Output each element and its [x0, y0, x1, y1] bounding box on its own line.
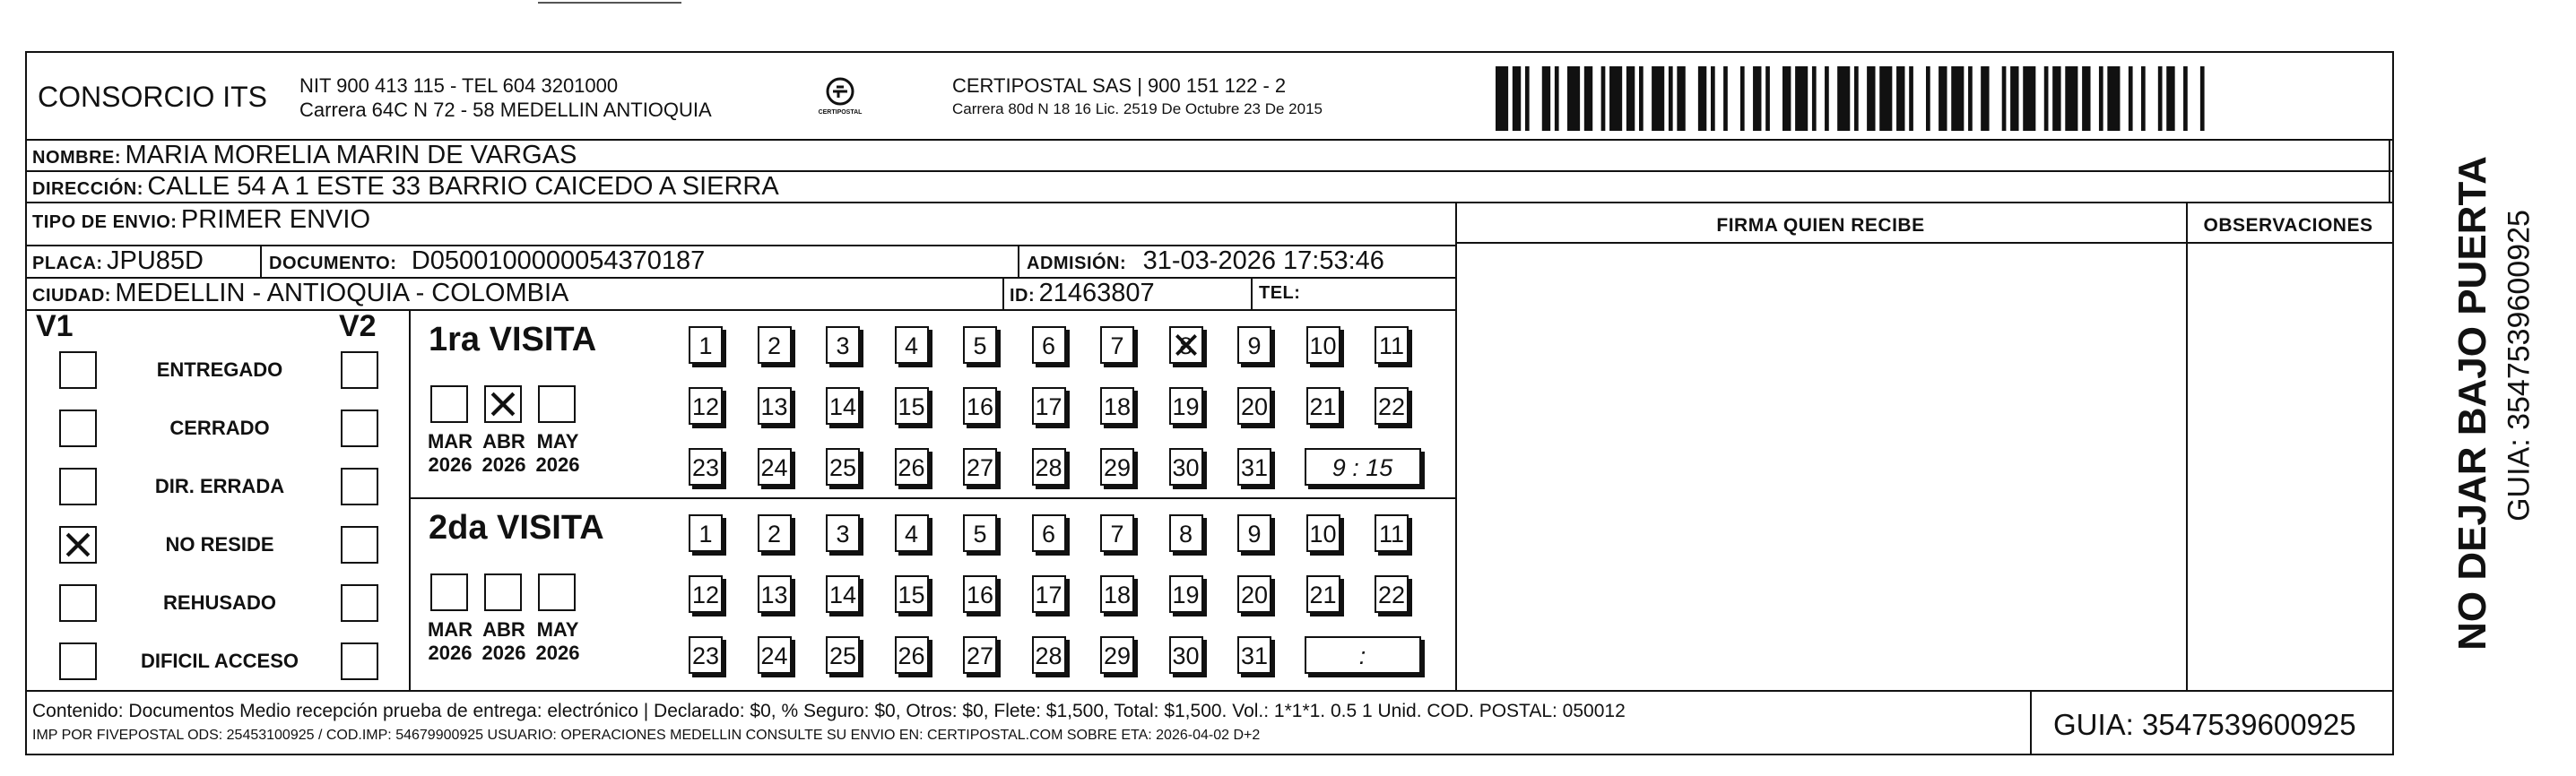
time-box[interactable]: 9 : 15	[1305, 448, 1421, 486]
placa-value: JPU85D	[107, 246, 204, 275]
day-number: 3	[836, 521, 850, 548]
day-number: 31	[1240, 642, 1269, 669]
month-name: MAY	[536, 618, 579, 641]
day-number: 27	[966, 454, 994, 481]
day-number: 2	[767, 521, 782, 548]
day-box[interactable]	[1237, 326, 1271, 364]
status-label: REHUSADO	[163, 591, 276, 614]
day-box[interactable]	[963, 514, 997, 552]
day-box[interactable]	[1032, 387, 1066, 425]
month-label	[477, 430, 531, 477]
tel-label: TEL:	[1259, 283, 1301, 303]
day-box[interactable]	[1169, 326, 1203, 364]
admision-divider	[1018, 245, 1019, 277]
day-number: 24	[760, 454, 788, 481]
status-label: DIR. ERRADA	[154, 475, 285, 497]
v1-checkbox[interactable]	[59, 468, 97, 505]
day-box[interactable]	[895, 575, 929, 613]
day-number: 21	[1309, 393, 1337, 420]
visit-title: 1ra VISITA	[429, 321, 597, 358]
month-checkbox[interactable]	[430, 573, 468, 611]
v1-checkbox[interactable]	[59, 642, 97, 680]
day-box[interactable]	[689, 514, 723, 552]
day-number: 12	[691, 582, 720, 608]
day-box[interactable]	[1169, 514, 1203, 552]
day-number: 12	[691, 393, 720, 420]
month-checkbox[interactable]	[430, 385, 468, 423]
day-number: 13	[760, 582, 788, 608]
month-name: MAR	[427, 618, 473, 641]
day-box[interactable]	[1032, 448, 1066, 486]
day-box[interactable]	[963, 448, 997, 486]
day-box[interactable]	[963, 326, 997, 364]
month-label	[531, 618, 585, 665]
id-label: ID:	[1010, 286, 1036, 306]
day-number: 30	[1172, 642, 1200, 669]
day-box[interactable]	[826, 514, 860, 552]
day-box[interactable]	[758, 387, 792, 425]
day-number: 9	[1247, 332, 1262, 359]
day-box[interactable]	[1032, 514, 1066, 552]
top-edge-line	[538, 2, 681, 4]
direccion-value: CALLE 54 A 1 ESTE 33 BARRIO CAICEDO A SIERRA	[147, 172, 779, 201]
id-row	[1010, 279, 1155, 308]
v2-checkbox[interactable]	[341, 584, 378, 622]
day-number: 20	[1240, 582, 1269, 608]
x-mark-icon	[486, 387, 520, 421]
day-number: 3	[836, 332, 850, 359]
status-label: DIFICIL ACCESO	[140, 650, 299, 672]
month-checkbox[interactable]	[484, 385, 522, 423]
observaciones-header: OBSERVACIONES	[2203, 215, 2373, 236]
day-box[interactable]	[758, 575, 792, 613]
day-box[interactable]	[1306, 514, 1340, 552]
footer-contenido: Contenido: Documentos Medio recepción prueba de entrega: electrónico | Declarado: $0, % Seguro: $0, Otros: $0, Flete: $1,500, Total: $1,500. Vol.: 1*1*1. 0.5 1 Unid. COD. POSTAL: 050012	[32, 701, 1626, 721]
id-value: 21463807	[1038, 279, 1155, 307]
day-box[interactable]	[1237, 636, 1271, 674]
day-number: 19	[1172, 582, 1200, 608]
day-number: 13	[760, 393, 788, 420]
ciudad-row	[32, 279, 568, 308]
month-label	[423, 430, 477, 477]
month-year: 2026	[481, 642, 526, 664]
day-box[interactable]	[1375, 387, 1409, 425]
day-number: 25	[828, 454, 857, 481]
company-name: CONSORCIO ITS	[38, 81, 268, 113]
company-nit: NIT 900 413 115 - TEL 604 3201000	[299, 74, 619, 97]
day-number: 26	[898, 454, 925, 481]
day-box[interactable]	[1169, 575, 1203, 613]
month-label	[423, 618, 477, 665]
day-number: 10	[1309, 332, 1337, 359]
day-number: 19	[1172, 393, 1200, 420]
day-number: 18	[1103, 393, 1132, 420]
day-box[interactable]	[895, 514, 929, 552]
visit-divider	[409, 497, 1455, 499]
day-number: 16	[966, 582, 994, 608]
status-visits-divider	[409, 309, 411, 690]
v2-checkbox[interactable]	[341, 410, 378, 447]
day-box[interactable]	[758, 636, 792, 674]
day-number: 17	[1035, 393, 1062, 420]
certipostal-info: CERTIPOSTAL SAS | 900 151 122 - 2	[952, 74, 1287, 97]
day-number: 23	[691, 454, 720, 481]
footer-divider	[25, 690, 2394, 692]
day-box[interactable]	[895, 326, 929, 364]
ciudad-label: CIUDAD:	[32, 286, 111, 306]
day-box[interactable]	[1100, 448, 1134, 486]
day-box[interactable]	[895, 636, 929, 674]
status-label: ENTREGADO	[156, 358, 283, 381]
day-number: 20	[1240, 393, 1269, 420]
day-number: 16	[966, 393, 994, 420]
day-box[interactable]	[895, 387, 929, 425]
firma-header: FIRMA QUIEN RECIBE	[1716, 215, 1925, 236]
day-box[interactable]	[1375, 514, 1409, 552]
day-box[interactable]	[689, 636, 723, 674]
day-box[interactable]	[689, 575, 723, 613]
day-box[interactable]	[1237, 448, 1271, 486]
v2-label: V2	[339, 309, 377, 343]
firma-column-line	[1455, 202, 1457, 690]
documento-row	[269, 246, 705, 276]
month-name: ABR	[482, 618, 525, 641]
day-number: 28	[1035, 642, 1062, 669]
nombre-value: MARIA MORELIA MARIN DE VARGAS	[125, 141, 577, 169]
day-number: 15	[898, 393, 925, 420]
nombre-label: NOMBRE:	[32, 148, 122, 168]
day-box[interactable]	[1032, 326, 1066, 364]
certipostal-logo-caption: CERTIPOSTAL	[818, 109, 863, 116]
footer-guia: GUIA: 3547539600925	[2053, 708, 2356, 741]
day-box[interactable]	[1375, 575, 1409, 613]
day-number: 9	[1247, 521, 1262, 548]
month-label	[531, 430, 585, 477]
certipostal-address: Carrera 80d N 18 16 Lic. 2519 De Octubre 23 De 2015	[952, 100, 1323, 117]
month-checkbox[interactable]	[538, 573, 576, 611]
month-label	[477, 618, 531, 665]
day-number: 10	[1309, 521, 1337, 548]
day-number: 27	[966, 642, 994, 669]
ciudad-value: MEDELLIN - ANTIOQUIA - COLOMBIA	[115, 279, 569, 307]
month-year: 2026	[535, 642, 580, 664]
row-divider	[25, 202, 2394, 203]
day-box[interactable]	[826, 448, 860, 486]
day-box[interactable]	[963, 575, 997, 613]
day-box[interactable]	[689, 448, 723, 486]
day-number: 22	[1377, 582, 1406, 608]
day-number: 4	[904, 521, 919, 548]
day-number: 7	[1110, 521, 1124, 548]
day-number: 6	[1041, 521, 1056, 548]
day-box[interactable]	[1100, 636, 1134, 674]
day-box[interactable]	[1237, 575, 1271, 613]
day-number: 25	[828, 642, 857, 669]
day-box[interactable]	[826, 326, 860, 364]
documento-label: DOCUMENTO:	[269, 254, 397, 273]
day-box[interactable]	[1100, 326, 1134, 364]
admision-label: ADMISIÓN:	[1027, 254, 1127, 273]
day-number: 24	[760, 642, 788, 669]
day-box[interactable]	[758, 448, 792, 486]
month-year: 2026	[481, 453, 526, 476]
day-number: 30	[1172, 454, 1200, 481]
nombre-row	[32, 141, 577, 170]
v2-checkbox[interactable]	[341, 526, 378, 564]
month-year: 2026	[535, 453, 580, 476]
documento-value: D0500100000054370187	[411, 246, 706, 275]
admision-row	[1027, 246, 1384, 276]
v1-checkbox[interactable]	[59, 351, 97, 389]
day-number: 14	[828, 582, 857, 608]
day-number: 5	[973, 332, 987, 359]
footer-imp: IMP POR FIVEPOSTAL ODS: 25453100925 / COD.IMP: 54679900925 USUARIO: OPERACIONES MEDELLIN CONSULTE SU ENVIO EN: CERTIPOSTAL.COM SOBRE ETA: 2026-04-02 D+2	[32, 728, 1261, 743]
tipo-row	[32, 205, 370, 235]
direccion-row	[32, 172, 779, 202]
no-dejar-bajo-puerta: NO DEJAR BAJO PUERTA	[2450, 156, 2494, 651]
day-box[interactable]	[1100, 387, 1134, 425]
day-box[interactable]	[1237, 514, 1271, 552]
day-number: 21	[1309, 582, 1337, 608]
side-guia: GUIA: 3547539600925	[2502, 210, 2537, 522]
day-box[interactable]	[1306, 326, 1340, 364]
tipo-label: TIPO DE ENVIO:	[32, 212, 178, 232]
x-mark-icon	[61, 528, 95, 562]
id-divider	[1002, 277, 1004, 309]
v1-checkbox[interactable]	[59, 526, 97, 564]
day-number: 17	[1035, 582, 1062, 608]
tel-row	[1259, 283, 1300, 304]
v1-label: V1	[36, 309, 74, 343]
day-number: 11	[1378, 521, 1405, 548]
day-box[interactable]	[1169, 636, 1203, 674]
right-edge-line	[2389, 139, 2390, 202]
day-number: 7	[1110, 332, 1124, 359]
day-number: 29	[1103, 454, 1132, 481]
v2-checkbox[interactable]	[341, 642, 378, 680]
day-box[interactable]	[963, 387, 997, 425]
day-box[interactable]	[1100, 575, 1134, 613]
day-box[interactable]	[1237, 387, 1271, 425]
tel-divider	[1251, 277, 1253, 309]
day-number: 28	[1035, 454, 1062, 481]
footer-guia-divider	[2030, 690, 2032, 755]
v1-checkbox[interactable]	[59, 410, 97, 447]
placa-row	[32, 246, 204, 276]
tipo-value: PRIMER ENVIO	[180, 205, 371, 234]
day-number: 1	[698, 521, 713, 548]
month-checkbox[interactable]	[484, 573, 522, 611]
day-number: 1	[698, 332, 713, 359]
day-number: 6	[1041, 332, 1056, 359]
month-name: MAY	[536, 430, 579, 453]
month-name: ABR	[482, 430, 525, 453]
month-checkbox[interactable]	[538, 385, 576, 423]
day-box[interactable]	[1032, 636, 1066, 674]
day-box[interactable]	[1306, 387, 1340, 425]
day-number: 8	[1178, 332, 1193, 359]
visit-title: 2da VISITA	[429, 509, 604, 547]
day-box[interactable]	[758, 514, 792, 552]
day-number: 14	[828, 393, 857, 420]
day-number: 5	[973, 521, 987, 548]
month-name: MAR	[427, 430, 473, 453]
day-box[interactable]	[1375, 326, 1409, 364]
month-year: 2026	[428, 453, 473, 476]
day-number: 18	[1103, 582, 1132, 608]
day-number: 22	[1377, 393, 1406, 420]
v2-checkbox[interactable]	[341, 468, 378, 505]
day-number: 31	[1240, 454, 1269, 481]
day-box[interactable]	[826, 387, 860, 425]
day-number: 2	[767, 332, 782, 359]
day-box[interactable]	[689, 326, 723, 364]
day-number: 29	[1103, 642, 1132, 669]
status-label: NO RESIDE	[165, 533, 274, 556]
placa-divider	[260, 245, 262, 277]
row-divider	[25, 309, 1455, 311]
day-box[interactable]	[826, 575, 860, 613]
day-box[interactable]	[1169, 387, 1203, 425]
v2-checkbox[interactable]	[341, 351, 378, 389]
day-box[interactable]	[1169, 448, 1203, 486]
v1-checkbox[interactable]	[59, 584, 97, 622]
day-number: 15	[898, 582, 925, 608]
day-box[interactable]	[689, 387, 723, 425]
placa-label: PLACA:	[32, 254, 103, 273]
day-number: 23	[691, 642, 720, 669]
company-address: Carrera 64C N 72 - 58 MEDELLIN ANTIOQUIA	[299, 99, 712, 121]
admision-value: 31-03-2026 17:53:46	[1142, 246, 1384, 275]
day-box[interactable]	[1032, 575, 1066, 613]
day-number: 26	[898, 642, 925, 669]
day-number: 11	[1378, 332, 1405, 359]
day-box[interactable]	[1306, 575, 1340, 613]
observaciones-column-line	[2186, 202, 2188, 690]
x-mark-icon	[1171, 328, 1201, 362]
day-box[interactable]	[1100, 514, 1134, 552]
day-box[interactable]	[758, 326, 792, 364]
day-number: 4	[904, 332, 919, 359]
status-label: CERRADO	[169, 417, 270, 439]
day-box[interactable]	[963, 636, 997, 674]
day-number: 8	[1178, 521, 1193, 548]
column-header-divider	[1455, 242, 2394, 244]
month-year: 2026	[428, 642, 473, 664]
day-box[interactable]	[895, 448, 929, 486]
direccion-label: DIRECCIÓN:	[32, 179, 143, 199]
day-box[interactable]	[826, 636, 860, 674]
time-box[interactable]: :	[1305, 636, 1421, 674]
